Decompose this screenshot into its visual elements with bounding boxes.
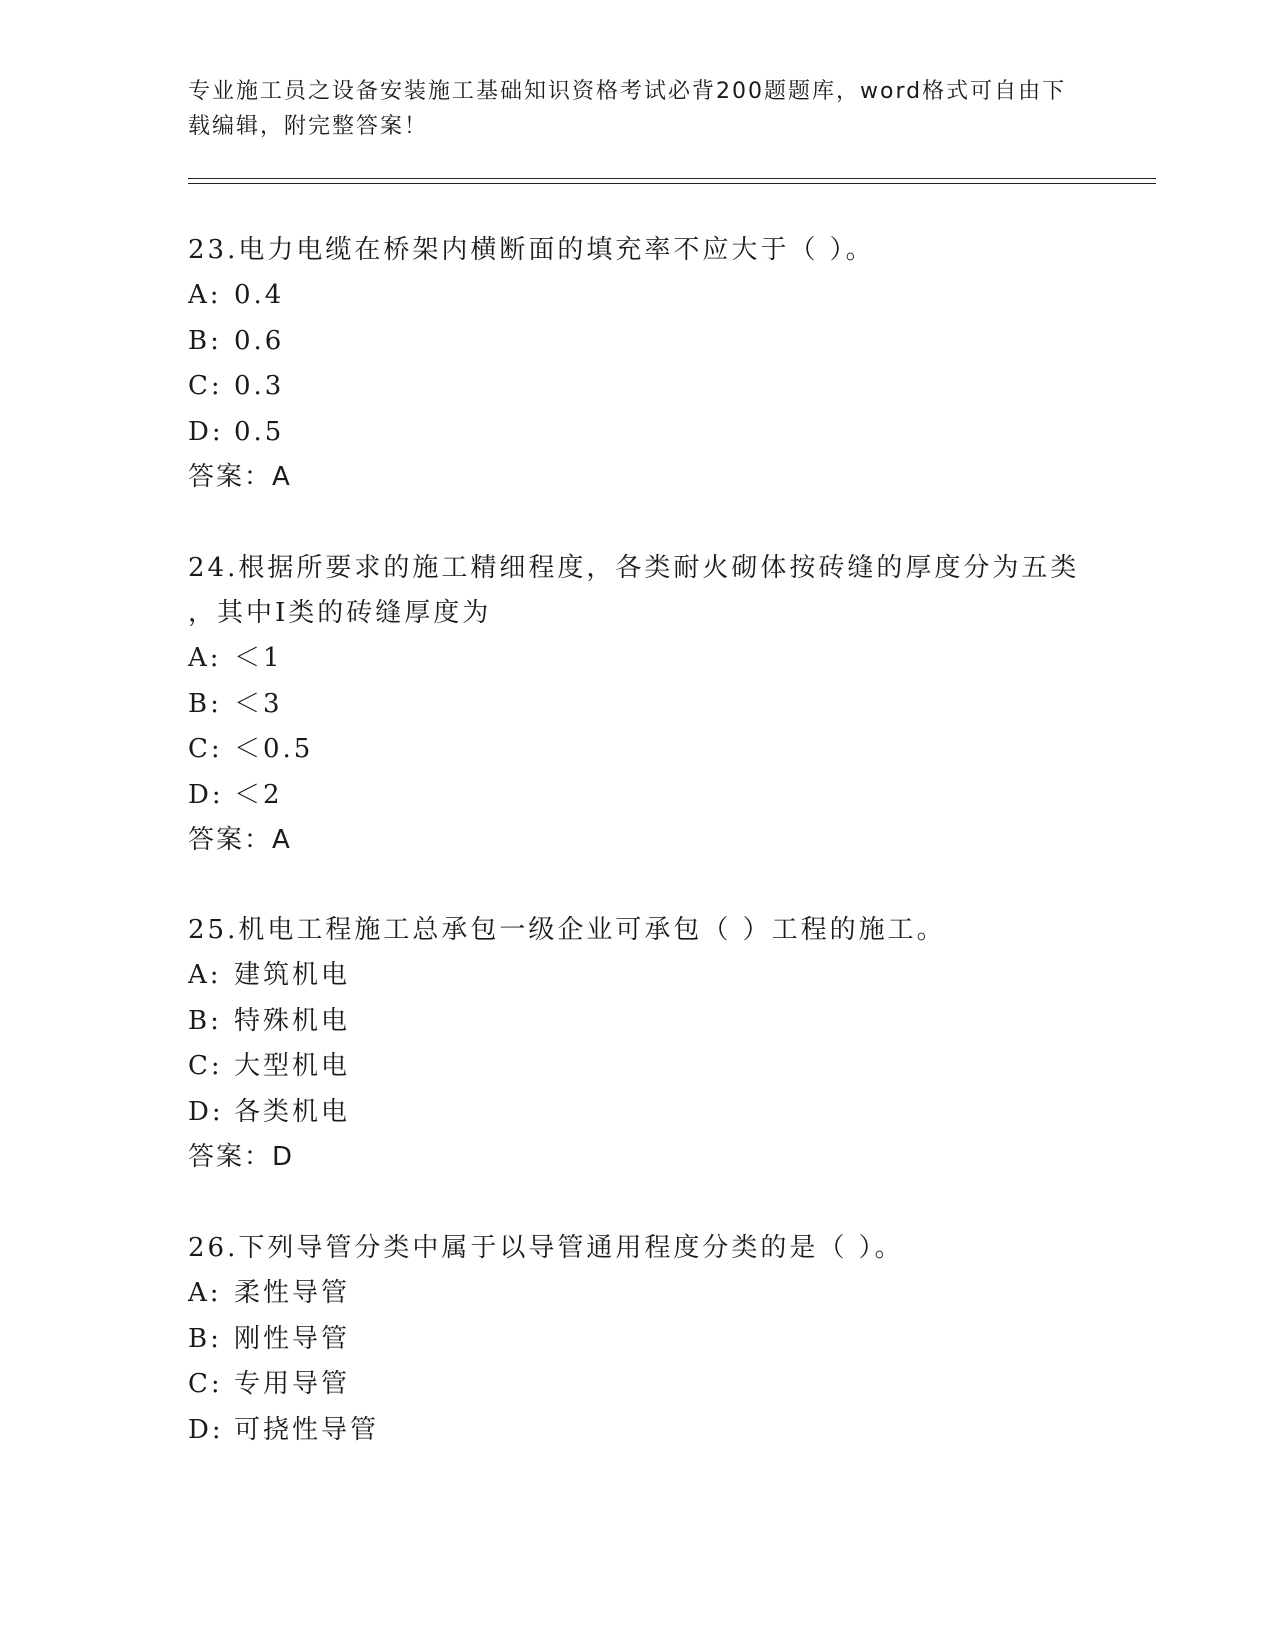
option-label: D: — [188, 779, 224, 810]
option-label: A: — [188, 280, 222, 310]
option-c — [188, 364, 1088, 410]
question-26 — [188, 1226, 1088, 1453]
option-text: 柔性导管 — [234, 1278, 351, 1308]
option-c — [188, 1362, 1088, 1408]
option-d — [188, 410, 1088, 456]
option-text: 建筑机电 — [234, 960, 351, 990]
option-text: 专用导管 — [234, 1369, 351, 1399]
option-label: B: — [188, 688, 222, 719]
option-a — [188, 273, 1088, 319]
option-d — [188, 1408, 1088, 1454]
option-b — [188, 999, 1088, 1045]
question-24 — [188, 546, 1088, 863]
option-label: D: — [188, 416, 224, 447]
question-text: 24.根据所要求的施工精细程度，各类耐火砌体按砖缝的厚度分为五类 ，其中Ⅰ类的砖缝厚度为 — [188, 553, 1080, 628]
option-label: D: — [188, 1096, 224, 1127]
option-b — [188, 1317, 1088, 1363]
option-a — [188, 953, 1088, 999]
option-text: 刚性导管 — [234, 1323, 351, 1354]
option-text: 大型机电 — [234, 1051, 351, 1081]
option-c — [188, 727, 1088, 773]
answer: 答案：A — [188, 825, 292, 855]
option-b — [188, 319, 1088, 365]
question-text: 23.电力电缆在桥架内横断面的填充率不应大于（ ）。 — [188, 235, 875, 265]
option-d — [188, 773, 1088, 819]
option-label: C: — [188, 1369, 223, 1399]
option-c — [188, 1044, 1088, 1090]
question-25 — [188, 908, 1088, 1180]
option-text: 特殊机电 — [234, 1005, 351, 1036]
question-23 — [188, 228, 1088, 500]
question-text: 26.下列导管分类中属于以导管通用程度分类的是（ ）。 — [188, 1233, 904, 1263]
option-text: 可挠性导管 — [234, 1414, 380, 1445]
option-label: C: — [188, 1051, 223, 1081]
answer: 答案：D — [188, 1142, 295, 1172]
option-label: D: — [188, 1414, 224, 1445]
option-text: 0.4 — [234, 280, 285, 310]
option-text: ＜3 — [234, 688, 283, 719]
option-label: B: — [188, 325, 222, 356]
option-b — [188, 682, 1088, 728]
answer: 答案：A — [188, 462, 292, 492]
option-label: A: — [188, 960, 222, 990]
option-label: B: — [188, 1323, 222, 1354]
option-text: ＜0.5 — [234, 734, 314, 764]
option-d — [188, 1090, 1088, 1136]
option-label: C: — [188, 734, 223, 764]
option-a — [188, 1271, 1088, 1317]
option-a — [188, 636, 1088, 682]
option-text: 0.3 — [234, 371, 285, 401]
document-header: 专业施工员之设备安装施工基础知识资格考试必背200题题库，word格式可自由下载编辑，附完整答案！ — [188, 79, 1067, 139]
option-text: ＜1 — [234, 643, 283, 673]
option-text: 0.5 — [234, 416, 285, 447]
question-text: 25.机电工程施工总承包一级企业可承包（ ）工程的施工。 — [188, 915, 946, 945]
option-label: C: — [188, 371, 223, 401]
option-text: 0.6 — [234, 325, 285, 356]
header-divider-top — [188, 178, 1156, 179]
option-text: ＜2 — [234, 779, 283, 810]
option-label: A: — [188, 1278, 222, 1308]
option-label: B: — [188, 1005, 222, 1036]
header-divider-bottom — [188, 183, 1156, 184]
option-text: 各类机电 — [234, 1096, 351, 1127]
option-label: A: — [188, 643, 222, 673]
